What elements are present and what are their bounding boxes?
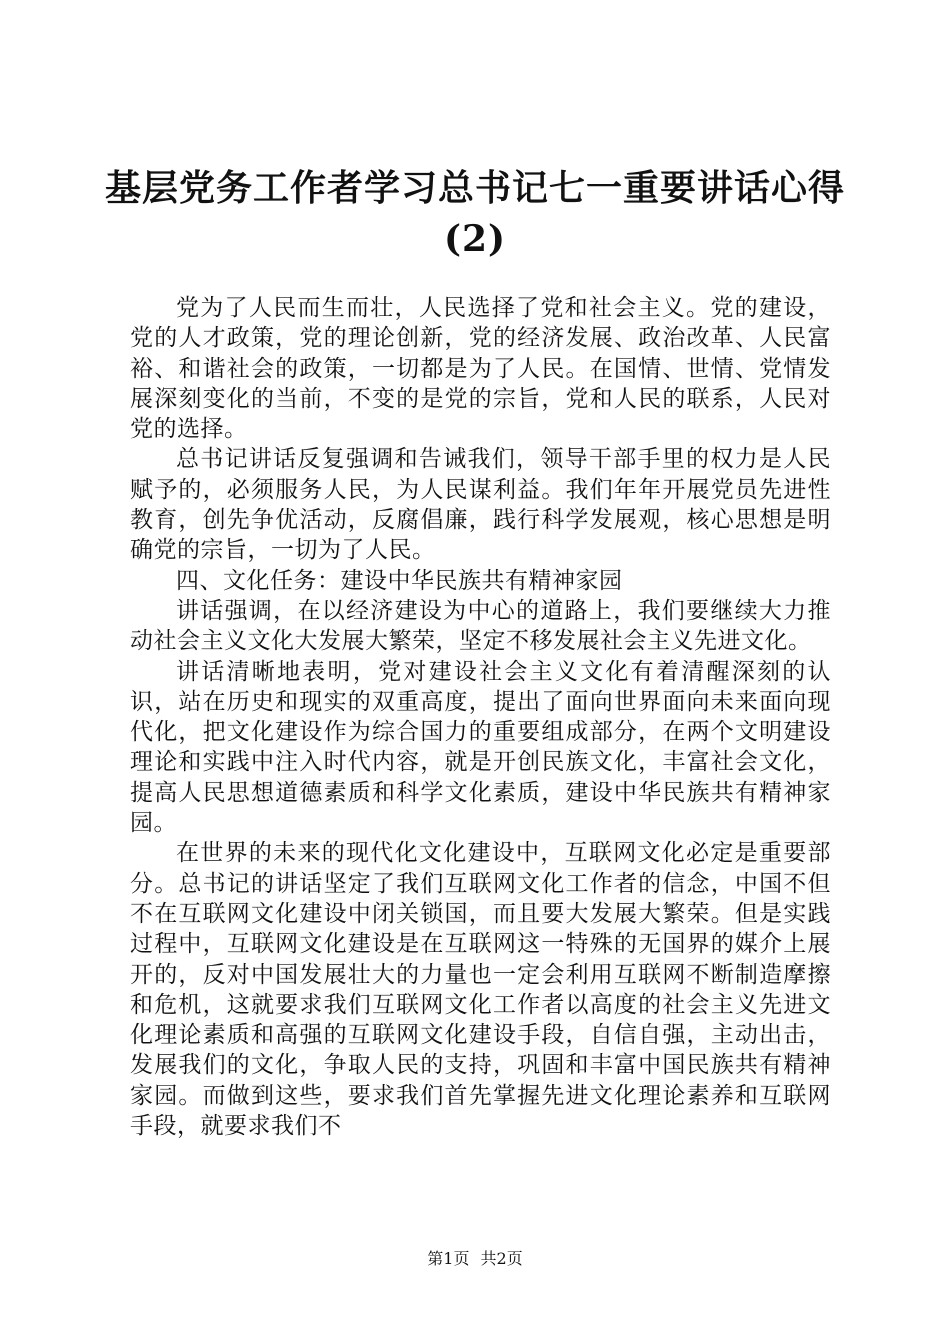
paragraph: 总书记讲话反复强调和告诫我们，领导干部手里的权力是人民赋予的，必须服务人民，为人民谋利益。我们年年开展党员先进性教育，创先争优活动，反腐倡廉，践行科学发展观，核心思想是明确党的宗旨，一切为了人民。 [130,446,831,564]
section-heading: 四、文化任务：建设中华民族共有精神家园 [176,567,623,594]
paragraph: 讲话清晰地表明，党对建设社会主义文化有着清醒深刻的认识，站在历史和现实的双重高度，提出了面向世界面向未来面向现代化，把文化建设作为综合国力的重要组成部分，在两个文明建设理论和实践中注入时代内容，就是开创民族文化，丰富社会文化，提高人民思想道德素质和科学文化素质，建设中华民族共有精神家园。 [130,658,831,837]
paragraph: 讲话强调，在以经济建设为中心的道路上，我们要继续大力推动社会主义文化大发展大繁荣，坚定不移发展社会主义先进文化。 [130,597,831,655]
paragraph: 党为了人民而生而壮，人民选择了党和社会主义。党的建设，党的人才政策，党的理论创新，党的经济发展、政治改革、人民富裕、和谐社会的政策，一切都是为了人民。在国情、世情、党情发展深刻变化的当前，不变的是党的宗旨，党和人民的联系，人民对党的选择。 [130,295,831,443]
page-total: 共2页 [480,1249,523,1268]
document-title: 基层党务工作者学习总书记七一重要讲话心得 [104,167,845,209]
paragraph: 在世界的未来的现代化文化建设中，互联网文化必定是重要部分。总书记的讲话坚定了我们互联网文化工作者的信念，中国不但不在互联网文化建设中闭关锁国，而且要大发展大繁荣。但是实践过程中，互联网文化建设是在互联网这一特殊的无国界的媒介上展开的，反对中国发展壮大的力量也一定会利用互联网不断制造摩擦和危机，这就要求我们互联网文化工作者以高度的社会主义先进文化理论素质和高强的互联网文化建设手段，自信自强，主动出击，发展我们的文化，争取人民的支持，巩固和丰富中国民族共有精神家园。而做到这些，要求我们首先掌握先进文化理论素养和互联网手段，就要求我们不 [130,840,831,1140]
page-footer [0,1246,950,1269]
document-title-suffix: (2) [443,218,507,260]
page-number: 第1页 [427,1249,470,1268]
document-body [130,293,831,1141]
